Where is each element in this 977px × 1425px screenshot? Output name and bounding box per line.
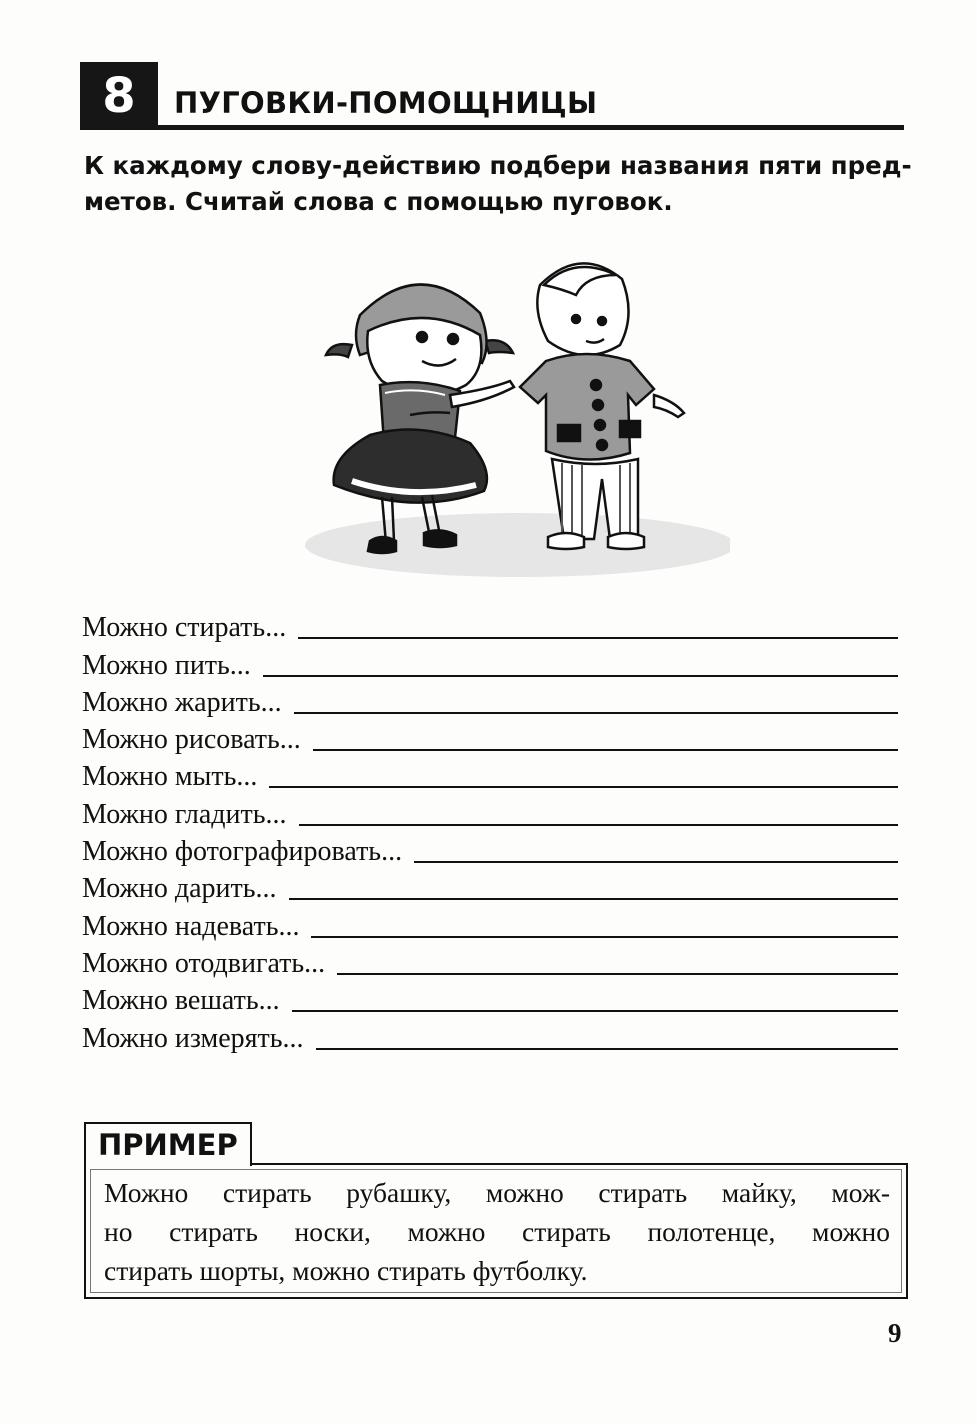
row-label: Можно надевать...	[82, 910, 300, 942]
exercise-header	[80, 62, 904, 130]
children-illustration	[290, 245, 730, 585]
header-rule	[158, 125, 904, 130]
answer-line[interactable]	[311, 935, 898, 938]
row-label: Можно фотографировать...	[82, 836, 403, 868]
row-label: Можно пить...	[82, 649, 251, 681]
example-line-3: стирать шорты, можно стирать футболку.	[104, 1255, 588, 1286]
answer-row	[82, 979, 898, 1016]
answer-row	[82, 830, 898, 867]
answer-row	[82, 867, 898, 904]
task-instructions	[84, 148, 914, 220]
answer-row	[82, 718, 898, 755]
answer-row	[82, 904, 898, 941]
row-label: Можно дарить...	[82, 873, 277, 905]
exercise-title: ПУГОВКИ-ПОМОЩНИЦЫ	[174, 86, 598, 120]
page-number: 9	[888, 1318, 902, 1348]
row-label: Можно рисовать...	[82, 724, 301, 756]
task-line-2: метов. Считай слова с помощью пуговок.	[84, 187, 673, 216]
example-text	[104, 1173, 890, 1290]
row-label: Можно жарить...	[82, 686, 282, 718]
answer-line[interactable]	[313, 748, 898, 751]
example-box	[84, 1163, 908, 1299]
row-label: Можно стирать...	[82, 612, 287, 644]
answer-row	[82, 681, 898, 718]
answer-row	[82, 1016, 898, 1053]
answer-line[interactable]	[299, 823, 898, 826]
answer-line[interactable]	[316, 1047, 898, 1050]
exercise-number: 8	[80, 62, 158, 130]
answer-row	[82, 643, 898, 680]
answer-row	[82, 606, 898, 643]
row-label: Можно гладить...	[82, 798, 287, 830]
answer-line[interactable]	[294, 711, 898, 714]
answer-line[interactable]	[414, 860, 898, 863]
answer-rows	[82, 606, 898, 1054]
answer-row	[82, 755, 898, 792]
answer-row	[82, 942, 898, 979]
example-line-2: но стирать носки, можно стирать полотенце, можно	[104, 1216, 890, 1247]
example-line-1: Можно стирать рубашку, можно стирать майку, мож-	[104, 1177, 890, 1208]
answer-line[interactable]	[263, 674, 898, 677]
answer-row	[82, 792, 898, 829]
row-label: Можно измерять...	[82, 1022, 304, 1054]
row-label: Можно вешать...	[82, 985, 280, 1017]
answer-line[interactable]	[298, 636, 898, 639]
row-label: Можно мыть...	[82, 761, 258, 793]
answer-line[interactable]	[337, 972, 898, 975]
example-title: ПРИМЕР	[84, 1122, 252, 1166]
answer-line[interactable]	[289, 897, 899, 900]
answer-line[interactable]	[292, 1009, 898, 1012]
task-line-1: К каждому слову-действию подбери названия пяти пред-	[84, 151, 912, 180]
row-label: Можно отодвигать...	[82, 947, 326, 979]
answer-line[interactable]	[269, 785, 898, 788]
